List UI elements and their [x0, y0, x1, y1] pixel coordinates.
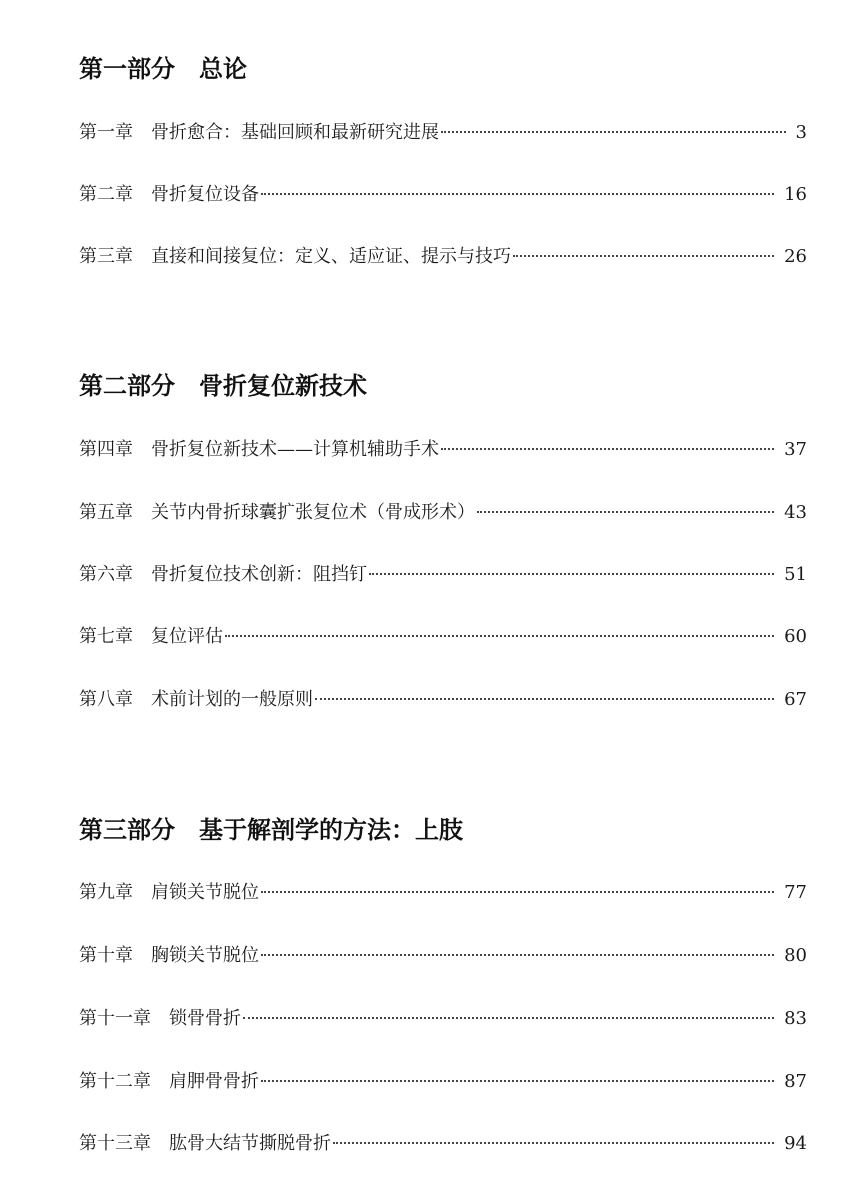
- toc-entry[interactable]: [79, 879, 807, 907]
- chapter-number: 第二章: [79, 184, 133, 205]
- part-title: 基于解剖学的方法：上肢: [199, 816, 463, 844]
- chapter-number: 第十章: [79, 945, 133, 966]
- dot-leader: [513, 255, 774, 257]
- part-number: 第一部分: [79, 55, 175, 83]
- page-number: 3: [795, 122, 807, 143]
- chapter-title: 锁骨骨折: [169, 1008, 241, 1029]
- chapter-number: 第一章: [79, 122, 133, 143]
- chapter-title: 术前计划的一般原则: [151, 689, 313, 710]
- toc-entry[interactable]: [79, 1068, 807, 1096]
- dot-leader: [243, 1017, 774, 1019]
- chapter-title: 直接和间接复位：定义、适应证、提示与技巧: [151, 246, 511, 267]
- page-number: 80: [784, 945, 807, 966]
- dot-leader: [261, 954, 774, 956]
- part-heading-2: [79, 371, 367, 401]
- dot-leader: [333, 1142, 774, 1144]
- chapter-title: 骨折复位技术创新：阻挡钉: [151, 564, 367, 585]
- page-number: 60: [784, 626, 807, 647]
- toc-entry[interactable]: [79, 561, 807, 589]
- chapter-title: 肩锁关节脱位: [151, 882, 259, 903]
- page-number: 26: [784, 246, 807, 267]
- dot-leader: [441, 448, 774, 450]
- page-number: 51: [784, 564, 807, 585]
- toc-entry[interactable]: [79, 499, 807, 527]
- toc-entry[interactable]: [79, 436, 807, 464]
- chapter-number: 第八章: [79, 689, 133, 710]
- part-number: 第三部分: [79, 816, 175, 844]
- chapter-number: 第十一章: [79, 1008, 151, 1029]
- chapter-title: 肱骨大结节撕脱骨折: [169, 1133, 331, 1154]
- dot-leader: [315, 698, 774, 700]
- dot-leader: [225, 635, 774, 637]
- chapter-number: 第四章: [79, 439, 133, 460]
- toc-entry[interactable]: [79, 942, 807, 970]
- chapter-title: 骨折复位设备: [151, 184, 259, 205]
- chapter-number: 第十二章: [79, 1071, 151, 1092]
- page-number: 16: [784, 184, 807, 205]
- chapter-title: 胸锁关节脱位: [151, 945, 259, 966]
- chapter-title: 关节内骨折球囊扩张复位术（骨成形术）: [151, 502, 475, 523]
- part-title: 骨折复位新技术: [199, 372, 367, 400]
- chapter-title: 复位评估: [151, 626, 223, 647]
- chapter-number: 第十三章: [79, 1133, 151, 1154]
- page-number: 83: [784, 1008, 807, 1029]
- dot-leader: [261, 193, 774, 195]
- chapter-title: 骨折愈合：基础回顾和最新研究进展: [151, 122, 439, 143]
- dot-leader: [369, 573, 774, 575]
- chapter-number: 第六章: [79, 564, 133, 585]
- chapter-number: 第五章: [79, 502, 133, 523]
- toc-entry[interactable]: [79, 1005, 807, 1033]
- page-number: 43: [784, 502, 807, 523]
- dot-leader: [441, 131, 786, 133]
- toc-entry[interactable]: [79, 623, 807, 651]
- dot-leader: [477, 511, 774, 513]
- page-number: 67: [784, 689, 807, 710]
- chapter-number: 第三章: [79, 246, 133, 267]
- part-title: 总论: [199, 55, 247, 83]
- chapter-title: 骨折复位新技术——计算机辅助手术: [151, 439, 439, 460]
- toc-entry[interactable]: [79, 1130, 807, 1158]
- part-heading-3: [79, 815, 463, 845]
- chapter-number: 第七章: [79, 626, 133, 647]
- chapter-number: 第九章: [79, 882, 133, 903]
- dot-leader: [261, 1080, 774, 1082]
- toc-entry[interactable]: [79, 686, 807, 714]
- toc-entry[interactable]: [79, 243, 807, 271]
- page-number: 94: [784, 1133, 807, 1154]
- chapter-title: 肩胛骨骨折: [169, 1071, 259, 1092]
- page-number: 37: [784, 439, 807, 460]
- toc-entry[interactable]: [79, 119, 807, 147]
- toc-entry[interactable]: [79, 181, 807, 209]
- page-number: 87: [784, 1071, 807, 1092]
- dot-leader: [261, 891, 774, 893]
- part-heading-1: [79, 54, 247, 84]
- page-number: 77: [784, 882, 807, 903]
- part-number: 第二部分: [79, 372, 175, 400]
